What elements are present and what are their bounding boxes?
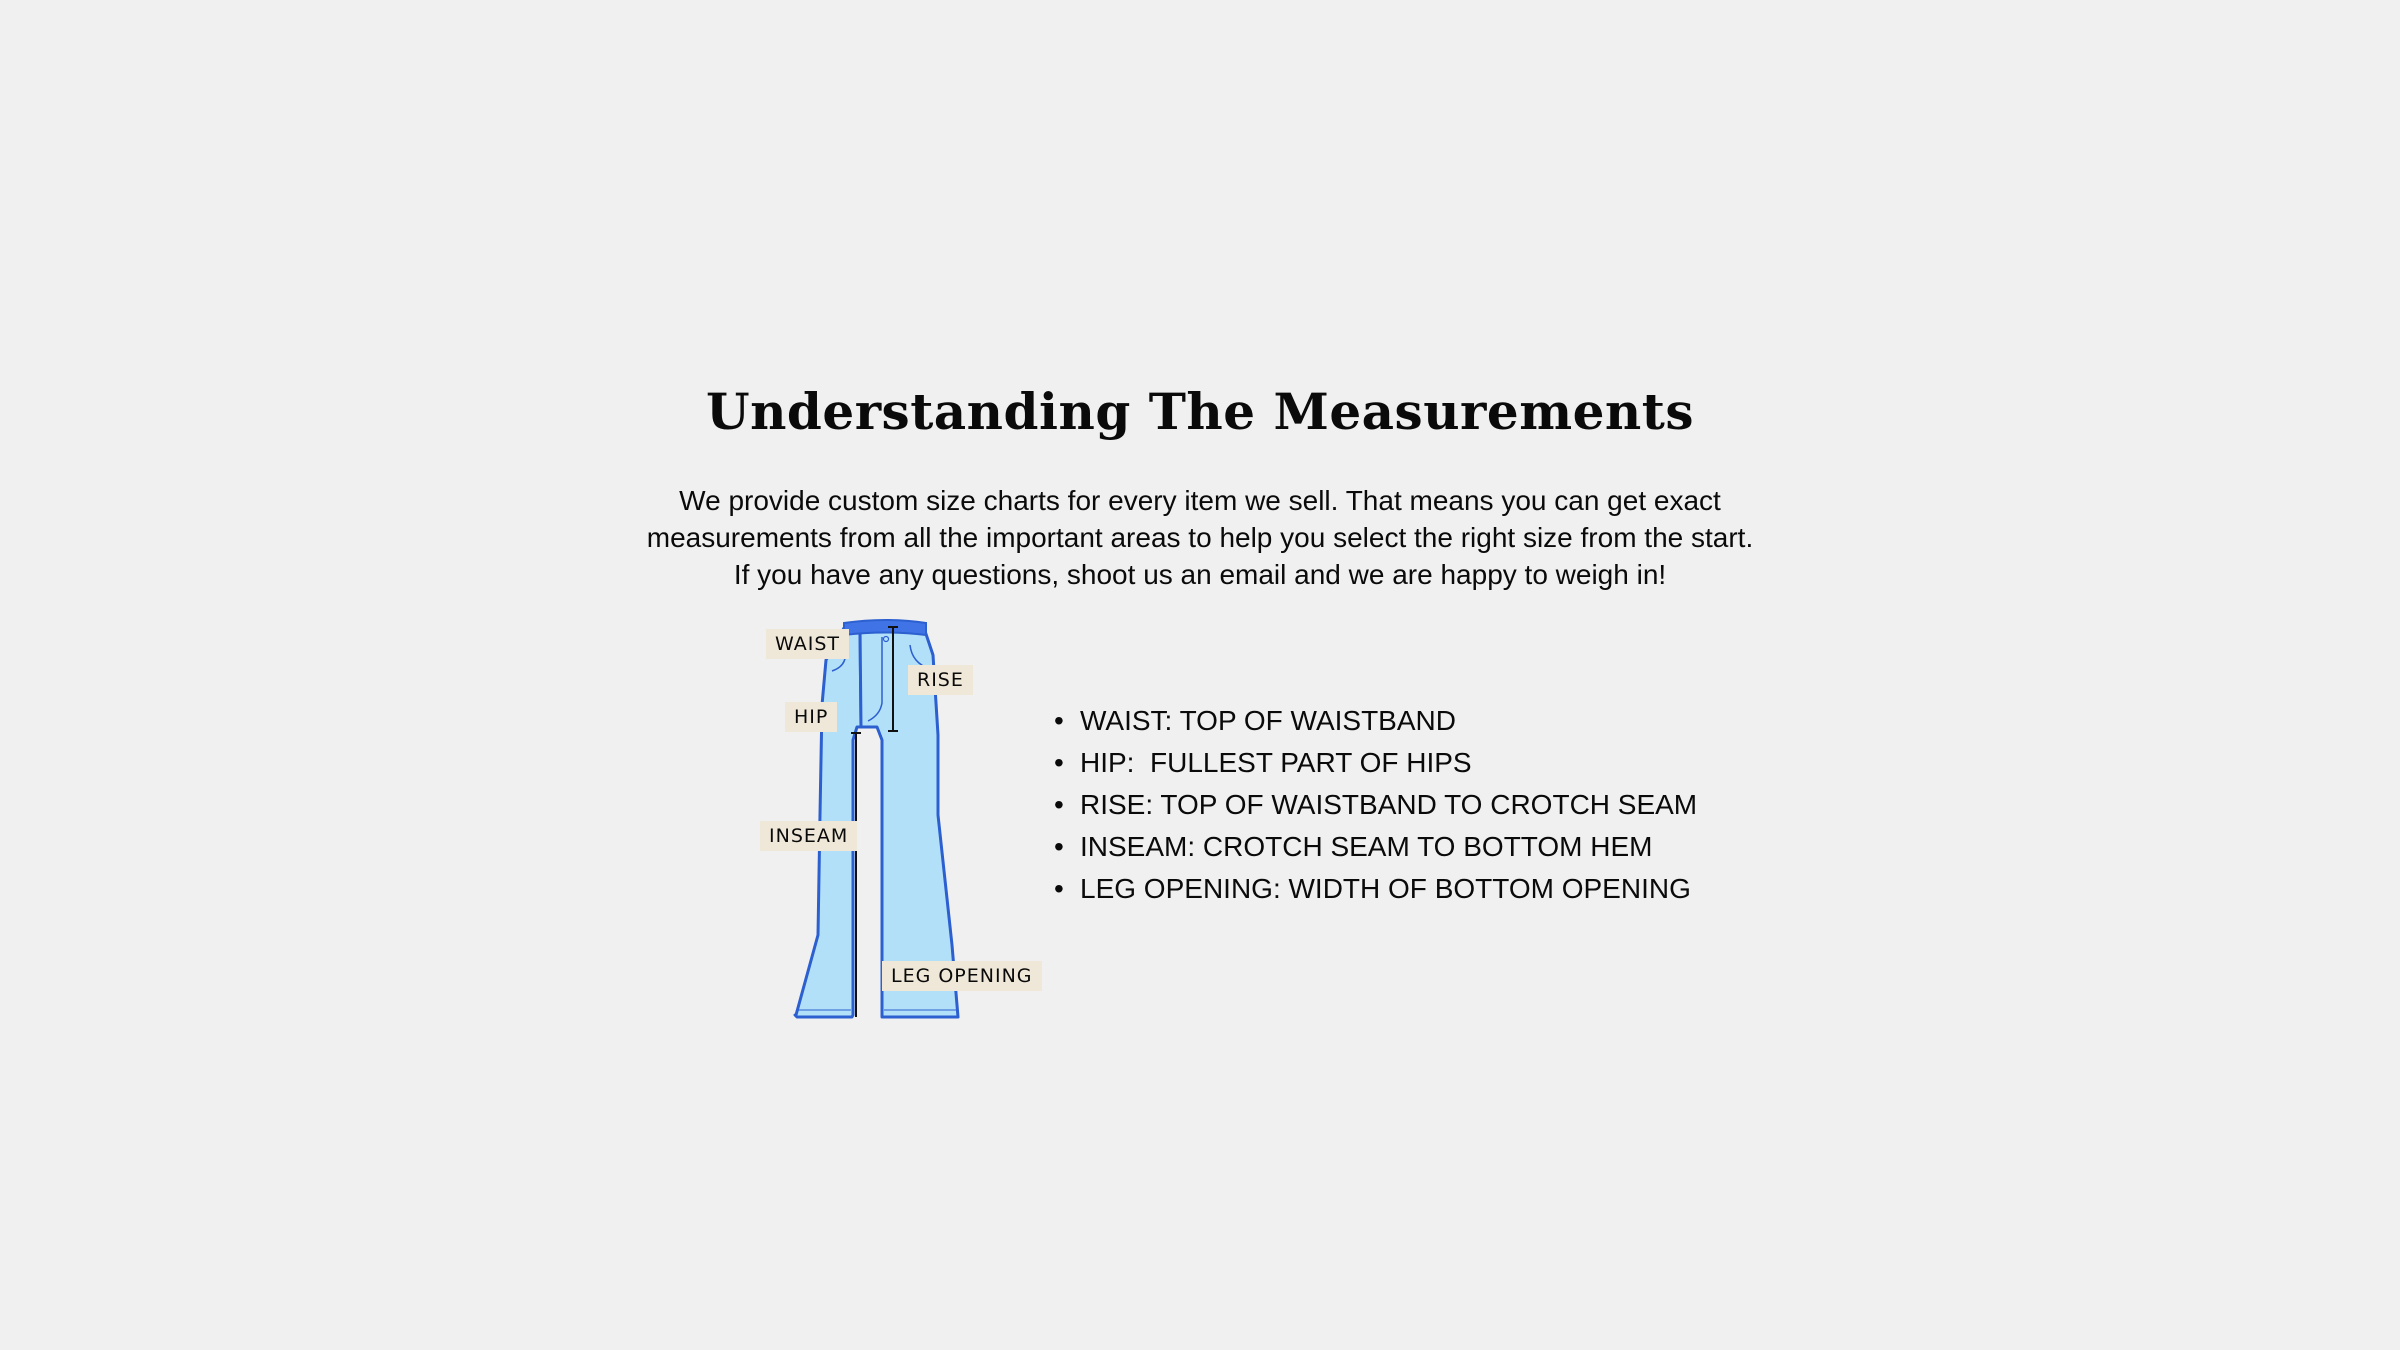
list-item: • HIP: FULLEST PART OF HIPS [1054,747,1472,778]
list-item: • INSEAM: CROTCH SEAM TO BOTTOM HEM [1054,831,1653,862]
pants-measurement-diagram [740,615,1050,1030]
list-item-text: INSEAM: CROTCH SEAM TO BOTTOM HEM [1080,831,1653,862]
list-item-text: LEG OPENING: WIDTH OF BOTTOM OPENING [1080,873,1691,904]
list-item-text: RISE: TOP OF WAISTBAND TO CROTCH SEAM [1080,789,1698,820]
list-item: • LEG OPENING: WIDTH OF BOTTOM OPENING [1054,873,1691,904]
waistband-shape [844,620,926,635]
hip-label: HIP [785,702,837,732]
list-item: • WAIST: TOP OF WAISTBAND [1054,705,1456,736]
inseam-label: INSEAM [760,821,857,851]
page-title: Understanding The Measurements [705,382,1695,441]
leg-opening-label: LEG OPENING [882,961,1042,991]
measurement-definitions-list [1050,700,1697,910]
rise-label: RISE [908,665,973,695]
intro-paragraph: We provide custom size charts for every item we sell. That means you can get exact measurements from all the important areas to help you select the right size from the start. If you have any questions, shoot us an email and we are happy to weigh in! [646,485,1754,590]
list-item: • RISE: TOP OF WAISTBAND TO CROTCH SEAM [1054,789,1698,820]
list-item-text: HIP: FULLEST PART OF HIPS [1080,747,1472,778]
list-item-text: WAIST: TOP OF WAISTBAND [1080,705,1456,736]
waist-label: WAIST [766,629,849,659]
